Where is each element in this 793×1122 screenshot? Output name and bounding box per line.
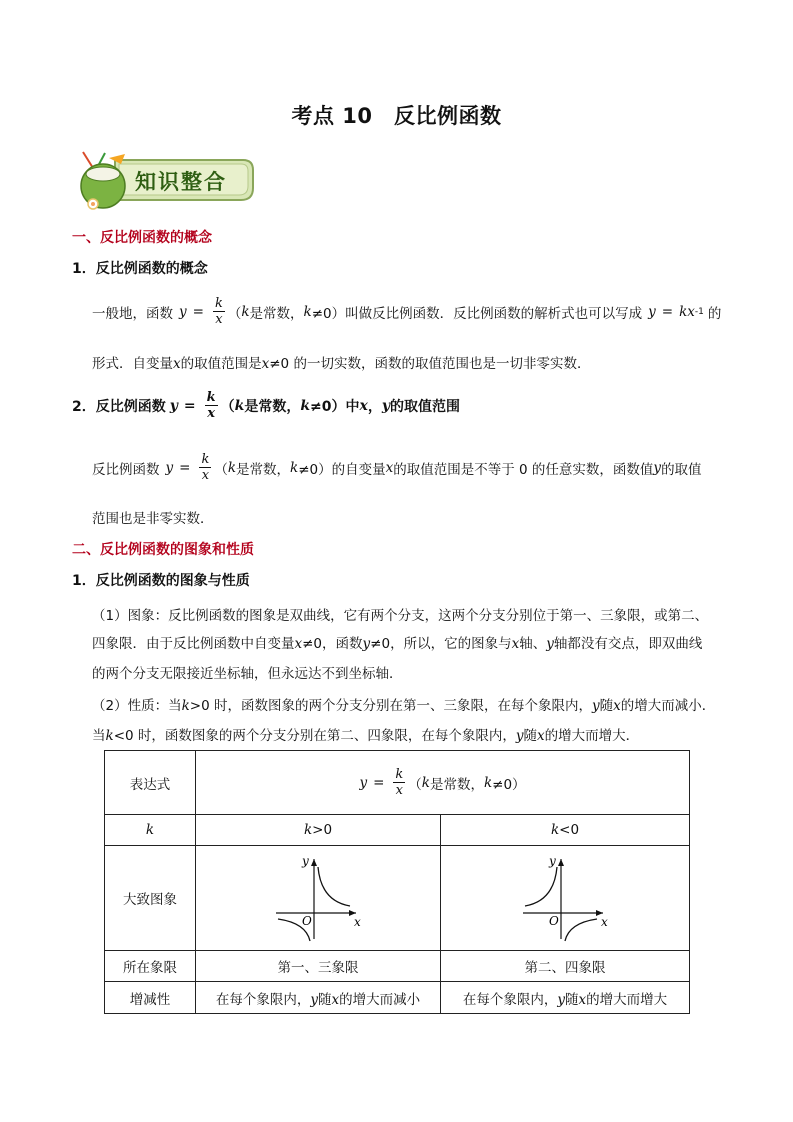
properties-table [104,750,690,1014]
table-k-negative: k<0 [441,815,690,846]
svg-text:O: O [549,914,559,928]
banner-text: 知识整合 [135,170,227,194]
sub3-para2-line1: （2）性质：当k>0 时，函数图象的两个分支分别在第一、三象限，在每个象限内，y随x的增大而减小． [92,698,716,714]
sub3-para1-line2: 四象限．由于反比例函数中自变量x≠0，函数y≠0，所以，它的图象与x轴、y轴都没有交点，即双曲线 [92,636,703,652]
table-row [105,751,690,815]
sub3-para1-line3: 的两个分支无限接近坐标轴，但永远达不到坐标轴． [92,666,403,682]
section1-heading: 一、反比例函数的概念 [72,230,212,246]
table-label-k: k [105,815,196,846]
graph-k-positive [196,846,441,951]
svg-text:x: x [601,915,608,929]
page-title: 考点 10 反比例函数 [291,104,502,128]
hyperbola-quadrants-1-3-icon [268,853,368,943]
table-label-graph: 大致图象 [105,846,196,951]
table-label-quadrant: 所在象限 [105,951,196,982]
table-label-monotonic: 增减性 [105,982,196,1014]
knowledge-banner [75,150,255,212]
sub3-para1-line1: （1）图象：反比例函数的图象是双曲线，它有两个分支，这两个分支分别位于第一、三象限，或第二、 [92,608,709,624]
sub3-para2-line2: 当k<0 时，函数图象的两个分支分别在第二、四象限，在每个象限内，y随x的增大而增大． [92,728,640,744]
section2-heading: 二、反比例函数的图象和性质 [72,542,254,558]
table-monotonic-negative: 在每个象限内，y随x的增大而增大 [441,982,690,1014]
table-k-positive: k>0 [196,815,441,846]
sub2-para1: 反比例函数 y = $\frac{k}{x}$ （ k 是常数， k ≠0）的自变量 x 的取值范围是不等于 0 的任意实数，函数值 y 的取值 [92,452,702,483]
svg-text:x: x [354,915,361,929]
table-row [105,815,690,846]
graph-k-negative [441,846,690,951]
table-row [105,846,690,951]
table-monotonic-positive: 在每个象限内，y随x的增大而减小 [196,982,441,1014]
hyperbola-quadrants-2-4-icon [515,853,615,943]
table-quadrant-negative: 第二、四象限 [441,951,690,982]
sub1-heading: 1．反比例函数的概念 [72,261,208,277]
table-label-expression: 表达式 [105,751,196,815]
table-row [105,982,690,1014]
sub1-para1: 一般地，函数 y = $\frac{k}{x}$ （ k 是常数， k ≠0）叫做反比例函数．反比例函数的解析式也可以写成 y = kx -1 的 [92,296,722,327]
table-quadrant-positive: 第一、三象限 [196,951,441,982]
sub3-heading: 1．反比例函数的图象与性质 [72,573,250,589]
sub1-para2: 形式．自变量x的取值范围是x≠0 的一切实数，函数的取值范围也是一切非零实数． [92,356,591,372]
sub2-para2: 范围也是非零实数． [92,511,214,527]
table-expression: y = $\frac{k}{x}$ （ k 是常数， k ≠0） [196,751,690,815]
svg-text:y: y [549,854,556,868]
table-row [105,951,690,982]
svg-text:y: y [302,854,309,868]
svg-text:O: O [302,914,312,928]
sub2-heading: 2．反比例函数 y = $\frac{k}{x}$ （ k 是常数， k ≠0）中 x ， y 的取值范围 [72,390,461,421]
